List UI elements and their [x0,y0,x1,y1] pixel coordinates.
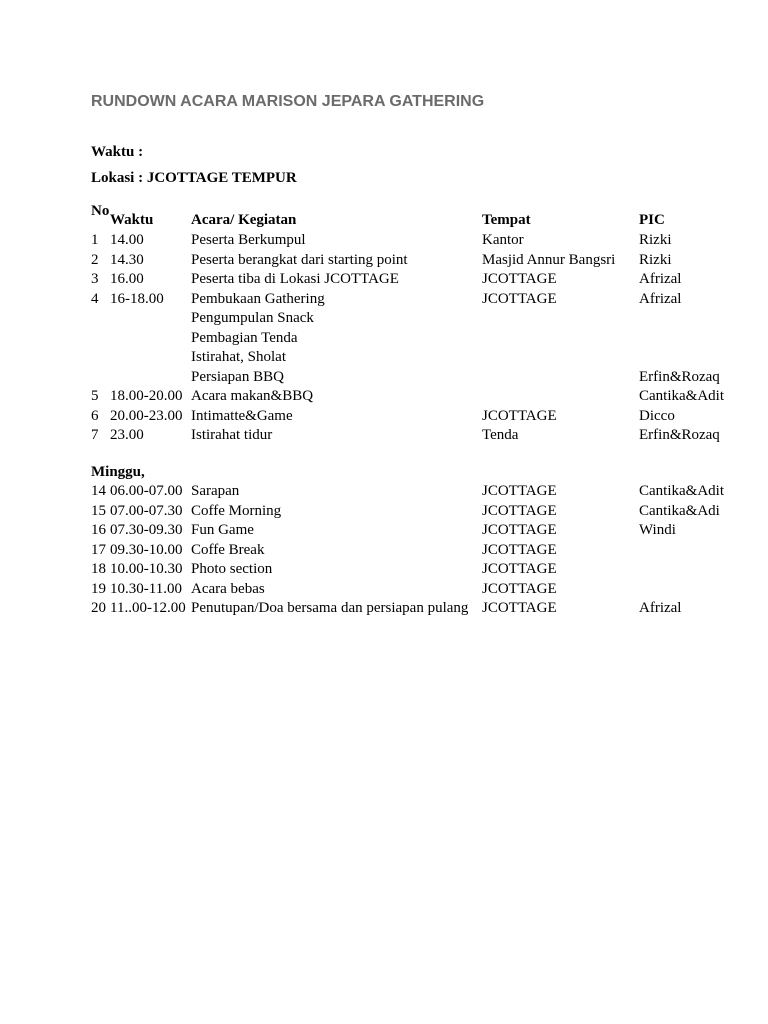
cell-acara: Peserta Berkumpul [191,232,306,248]
cell-no: 2 [91,252,99,268]
cell-waktu: 09.30-10.00 [110,542,183,558]
cell-waktu: 14.30 [110,252,144,268]
cell-waktu: 10.30-11.00 [110,581,182,597]
header-acara: Acara/ Kegiatan [191,212,297,228]
cell-waktu: 07.00-07.30 [110,503,183,519]
cell-acara: Photo section [191,561,273,577]
cell-acara: Pembukaan Gathering [191,291,325,307]
cell-waktu: 16-18.00 [110,291,164,307]
cell-acara: Fun Game [191,522,254,538]
cell-tempat: JCOTTAGE [482,408,557,424]
lokasi-label: Lokasi : JCOTTAGE TEMPUR [91,170,297,186]
header-tempat: Tempat [482,212,531,228]
cell-acara: Pembagian Tenda [191,330,298,346]
document-title: RUNDOWN ACARA MARISON JEPARA GATHERING [91,93,485,110]
cell-tempat: JCOTTAGE [482,581,557,597]
cell-no: 18 [91,561,106,577]
cell-acara: Istirahat tidur [191,427,273,443]
cell-pic: Afrizal [639,600,682,616]
cell-acara: Pengumpulan Snack [191,310,314,326]
cell-waktu: 06.00-07.00 [110,483,183,499]
cell-pic: Windi [639,522,676,538]
cell-pic: Afrizal [639,291,682,307]
cell-no: 14 [91,483,106,499]
cell-no: 1 [91,232,99,248]
cell-tempat: JCOTTAGE [482,522,557,538]
cell-no: 20 [91,600,106,616]
cell-waktu: 16.00 [110,271,144,287]
cell-tempat: JCOTTAGE [482,503,557,519]
cell-acara: Peserta tiba di Lokasi JCOTTAGE [191,271,399,287]
cell-acara: Intimatte&Game [191,408,293,424]
cell-no: 3 [91,271,99,287]
cell-acara: Istirahat, Sholat [191,349,286,365]
cell-tempat: Tenda [482,427,519,443]
cell-pic: Afrizal [639,271,682,287]
cell-no: 19 [91,581,106,597]
cell-no: 17 [91,542,106,558]
cell-tempat: JCOTTAGE [482,542,557,558]
cell-acara: Coffe Morning [191,503,282,519]
cell-pic: Rizki [639,252,672,268]
cell-pic: Cantika&Adit [639,388,724,404]
header-pic: PIC [639,212,665,228]
cell-waktu: 18.00-20.00 [110,388,183,404]
cell-tempat: JCOTTAGE [482,271,557,287]
cell-pic: Erfin&Rozaq [639,369,720,385]
cell-waktu: 10.00-10.30 [110,561,183,577]
cell-acara: Acara bebas [191,581,265,597]
cell-pic: Rizki [639,232,672,248]
day2-label: Minggu, [91,464,145,480]
cell-waktu: 07.30-09.30 [110,522,183,538]
cell-tempat: JCOTTAGE [482,483,557,499]
cell-acara: Coffe Break [191,542,265,558]
cell-pic: Cantika&Adi [639,503,720,519]
cell-no: 4 [91,291,99,307]
cell-tempat: Kantor [482,232,524,248]
cell-acara: Acara makan&BBQ [191,388,314,404]
cell-no: 16 [91,522,106,538]
cell-tempat: Masjid Annur Bangsri [482,252,616,268]
cell-acara: Persiapan BBQ [191,369,284,385]
header-waktu: Waktu [110,212,154,228]
cell-waktu: 11..00-12.00 [110,600,186,616]
header-no: No [91,203,110,219]
cell-acara: Peserta berangkat dari starting point [191,252,408,268]
cell-no: 15 [91,503,106,519]
cell-no: 7 [91,427,99,443]
cell-tempat: JCOTTAGE [482,600,557,616]
cell-pic: Cantika&Adit [639,483,724,499]
cell-pic: Dicco [639,408,675,424]
cell-waktu: 20.00-23.00 [110,408,183,424]
waktu-label: Waktu : [91,144,144,160]
cell-acara: Sarapan [191,483,240,499]
cell-waktu: 23.00 [110,427,144,443]
cell-acara: Penutupan/Doa bersama dan persiapan pulang [191,600,469,616]
cell-tempat: JCOTTAGE [482,291,557,307]
cell-pic: Erfin&Rozaq [639,427,720,443]
cell-waktu: 14.00 [110,232,144,248]
cell-no: 5 [91,388,99,404]
cell-tempat: JCOTTAGE [482,561,557,577]
cell-no: 6 [91,408,99,424]
